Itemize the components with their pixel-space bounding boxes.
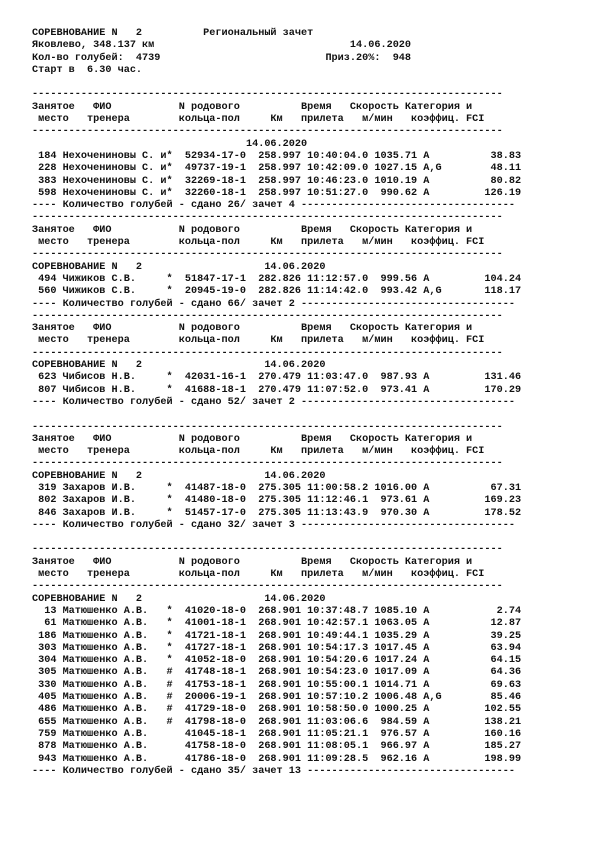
table-row: 228 Нехочениновы С. и* 49737-19-1 258.997 10:42:09.0 1027.15 A,G 48.11 <box>32 163 522 175</box>
table-row: 184 Нехочениновы С. и* 52934-17-0 258.997 10:40:04.0 1035.71 A 38.83 <box>32 150 522 162</box>
table-row: 623 Чибисов Н.В. * 42031-16-1 270.479 11:03:47.0 987.93 A 131.46 <box>32 372 522 384</box>
separator: ----------------------------------------------------------------------------- <box>32 249 503 261</box>
block-footer: ---- Количество голубей - сдано 52/ зачет 2 ----------------------------------- <box>32 396 515 408</box>
table-row: 494 Чижиков С.В. * 51847-17-1 282.826 11:12:57.0 999.56 A 104.24 <box>32 273 522 285</box>
competition-label: СОРЕВНОВАНИЕ N 2 <box>32 261 143 273</box>
separator: ----------------------------------------------------------------------------- <box>32 421 503 433</box>
table-row: 383 Нехочениновы С. и* 32269-18-1 258.997 10:46:23.0 1010.19 A 80.82 <box>32 175 522 187</box>
competition-label: СОРЕВНОВАНИЕ N 2 <box>32 470 143 482</box>
block-date: 14.06.2020 <box>32 138 308 150</box>
table-row: 943 Матюшенко А.В. 41786-18-0 268.901 11:09:28.5 962.16 A 198.99 <box>32 753 522 765</box>
block-date: 14.06.2020 <box>142 593 326 605</box>
separator: ----------------------------------------------------------------------------- <box>32 347 503 359</box>
table-row: 560 Чижиков С.В. * 20945-19-0 282.826 11:14:42.0 993.42 A,G 118.17 <box>32 286 522 298</box>
separator: ----------------------------------------------------------------------------- <box>32 126 503 138</box>
competition-label: СОРЕВНОВАНИЕ N 2 <box>32 593 143 605</box>
table-row: 305 Матюшенко А.В. # 41748-18-1 268.901 10:54:23.0 1017.09 A 64.36 <box>32 667 522 679</box>
table-row: 802 Захаров И.В. * 41480-18-0 275.305 11:12:46.1 973.61 A 169.23 <box>32 495 522 507</box>
block-footer: ---- Количество голубей - сдано 66/ зачет 2 ----------------------------------- <box>32 298 515 310</box>
column-header: место тренера кольца-пол Км прилета м/мин коэффиц. FCI <box>32 335 485 347</box>
table-row: 655 Матюшенко А.В. # 41798-18-0 268.901 11:03:06.6 984.59 A 138.21 <box>32 716 522 728</box>
release-point: Яковлево, 348.137 км 14.06.2020 <box>32 40 412 52</box>
block-footer: ---- Количество голубей - сдано 26/ зачет 4 ----------------------------------- <box>32 200 515 212</box>
block-date: 14.06.2020 <box>142 470 326 482</box>
separator: ----------------------------------------------------------------------------- <box>32 310 503 322</box>
table-row: 13 Матюшенко А.В. * 41020-18-0 268.901 10:37:48.7 1085.10 A 2.74 <box>32 605 522 617</box>
column-header: место тренера кольца-пол Км прилета м/мин коэффиц. FCI <box>32 569 485 581</box>
block-date: 14.06.2020 <box>142 261 326 273</box>
separator: ----------------------------------------------------------------------------- <box>32 581 503 593</box>
column-header: Занятое ФИО N родового Время Скорость Категория и <box>32 323 473 335</box>
column-header: Занятое ФИО N родового Время Скорость Категория и <box>32 101 473 113</box>
table-row: 61 Матюшенко А.В. * 41001-18-1 268.901 10:42:57.1 1063.05 A 12.87 <box>32 618 522 630</box>
table-row: 486 Матюшенко А.В. # 41729-18-0 268.901 10:58:50.0 1000.25 A 102.55 <box>32 704 522 716</box>
table-row: 186 Матюшенко А.В. * 41721-18-1 268.901 10:49:44.1 1035.29 A 39.25 <box>32 630 522 642</box>
block-competition <box>32 360 521 372</box>
separator: ----------------------------------------------------------------------------- <box>32 458 503 470</box>
report-title: СОРЕВНОВАНИЕ N 2 Региональный зачет <box>32 28 314 39</box>
results-block <box>32 311 521 409</box>
block-date: 14.06.2020 <box>142 360 326 372</box>
table-row: 807 Чибисов Н.В. * 41688-18-1 270.479 11:07:52.0 973.41 A 170.29 <box>32 384 522 396</box>
competition-label: СОРЕВНОВАНИЕ N 2 <box>32 360 143 372</box>
results-block <box>32 89 521 212</box>
block-footer: ---- Количество голубей - сдано 35/ зачет 13 ---------------------------------- <box>32 765 515 777</box>
block-competition <box>32 471 521 483</box>
results-block <box>32 212 521 310</box>
column-header: место тренера кольца-пол Км прилета м/мин коэффиц. FCI <box>32 446 485 458</box>
table-row: 846 Захаров И.В. * 51457-17-0 275.305 11:13:43.9 970.30 A 178.52 <box>32 507 522 519</box>
table-row: 878 Матюшенко А.В. 41758-18-0 268.901 11:08:05.1 966.97 A 185.27 <box>32 741 522 753</box>
results-block <box>32 422 521 533</box>
column-header: Занятое ФИО N родового Время Скорость Категория и <box>32 433 473 445</box>
separator: ----------------------------------------------------------------------------- <box>32 89 503 101</box>
report-document <box>32 28 521 778</box>
start-time: Старт в 6.30 час. <box>32 64 143 76</box>
birds-count: Кол-во голубей: 4739 Приз.20%: 948 <box>32 52 412 64</box>
block-competition <box>32 262 521 274</box>
table-row: 405 Матюшенко А.В. # 20006-19-1 268.901 10:57:10.2 1006.48 A,G 85.46 <box>32 692 522 704</box>
table-row: 319 Захаров И.В. * 41487-18-0 275.305 11:00:58.2 1016.00 A 67.31 <box>32 482 522 494</box>
column-header: место тренера кольца-пол Км прилета м/мин коэффиц. FCI <box>32 114 485 126</box>
column-header: Занятое ФИО N родового Время Скорость Категория и <box>32 556 473 568</box>
table-row: 759 Матюшенко А.В. 41045-18-1 268.901 11:05:21.1 976.57 A 160.16 <box>32 728 522 740</box>
table-row: 598 Нехочениновы С. и* 32260-18-1 258.997 10:51:27.0 990.62 A 126.19 <box>32 187 522 199</box>
column-header: Занятое ФИО N родового Время Скорость Категория и <box>32 224 473 236</box>
table-row: 304 Матюшенко А.В. * 41052-18-0 268.901 10:54:20.6 1017.24 A 64.15 <box>32 655 522 667</box>
table-row: 303 Матюшенко А.В. * 41727-18-1 268.901 10:54:17.3 1017.45 A 63.94 <box>32 642 522 654</box>
separator: ----------------------------------------------------------------------------- <box>32 212 503 224</box>
table-row: 330 Матюшенко А.В. # 41753-18-1 268.901 10:55:00.1 1014.71 A 69.63 <box>32 679 522 691</box>
results-block <box>32 544 521 778</box>
separator: ----------------------------------------------------------------------------- <box>32 544 503 556</box>
block-competition <box>32 594 521 606</box>
block-footer: ---- Количество голубей - сдано 32/ зачет 3 ----------------------------------- <box>32 519 515 531</box>
column-header: место тренера кольца-пол Км прилета м/мин коэффиц. FCI <box>32 237 485 249</box>
